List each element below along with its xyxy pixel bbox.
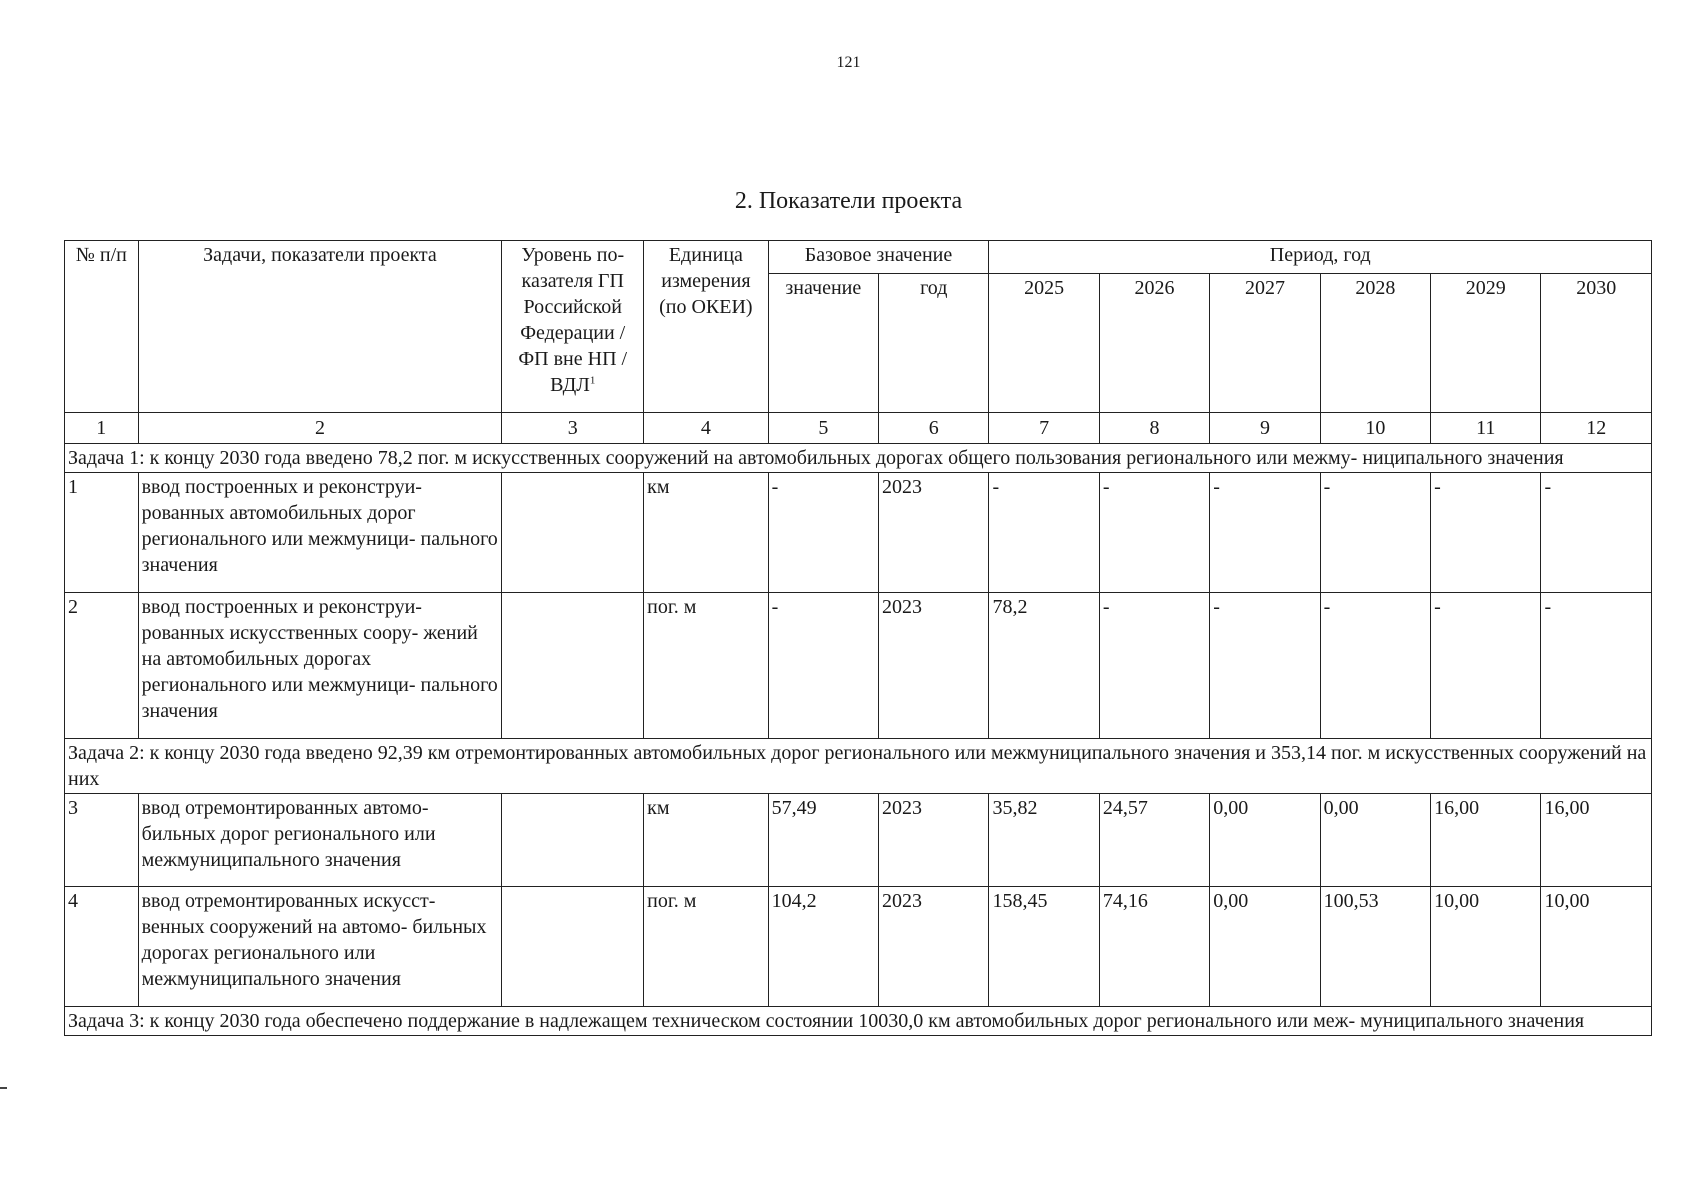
row-value: 10,00 bbox=[1431, 887, 1541, 1007]
row-value: - bbox=[1099, 473, 1209, 593]
row-value: 78,2 bbox=[989, 593, 1099, 739]
row-value: - bbox=[1541, 473, 1652, 593]
table-row bbox=[65, 473, 1652, 593]
row-num: 1 bbox=[65, 473, 139, 593]
row-num: 3 bbox=[65, 794, 139, 887]
column-number: 5 bbox=[768, 413, 878, 444]
row-value: 24,57 bbox=[1099, 794, 1209, 887]
row-level bbox=[502, 593, 644, 739]
column-number: 7 bbox=[989, 413, 1099, 444]
header-year: 2029 bbox=[1431, 274, 1541, 413]
header-base: Базовое значение bbox=[768, 241, 989, 274]
row-unit: пог. м bbox=[644, 593, 768, 739]
row-unit: км bbox=[644, 794, 768, 887]
row-base-year: 2023 bbox=[879, 887, 989, 1007]
header-year: 2028 bbox=[1320, 274, 1430, 413]
page-title: 2. Показатели проекта bbox=[734, 188, 963, 214]
row-base-year: 2023 bbox=[879, 473, 989, 593]
header-row bbox=[65, 241, 1652, 274]
header-year: 2027 bbox=[1210, 274, 1320, 413]
task-text: Задача 1: к концу 2030 года введено 78,2 пог. м искусственных сооружений на автомобильных дорогах общего пользования регионального или межму- ниципального значения bbox=[65, 444, 1652, 473]
row-value: - bbox=[1099, 593, 1209, 739]
column-number: 2 bbox=[138, 413, 502, 444]
column-number: 4 bbox=[644, 413, 768, 444]
header-tasks: Задачи, показатели проекта bbox=[138, 241, 502, 413]
scan-mark bbox=[0, 1087, 7, 1089]
indicators-table bbox=[64, 240, 1652, 1036]
row-num: 4 bbox=[65, 887, 139, 1007]
row-level bbox=[502, 887, 644, 1007]
row-unit: км bbox=[644, 473, 768, 593]
row-level bbox=[502, 794, 644, 887]
task-text: Задача 3: к концу 2030 года обеспечено поддержание в надлежащем техническом состоянии 10030,0 км автомобильных дорог регионального или меж- муниципального значения bbox=[65, 1007, 1652, 1036]
task-text: Задача 2: к концу 2030 года введено 92,39 км отремонтированных автомобильных дорог регионального или межмуниципального значения и 353,14 пог. м искусственных сооружений на них bbox=[65, 739, 1652, 794]
row-value: - bbox=[1320, 593, 1430, 739]
header-year: 2026 bbox=[1099, 274, 1209, 413]
column-number-row bbox=[65, 413, 1652, 444]
column-number: 10 bbox=[1320, 413, 1430, 444]
page-number: 121 bbox=[836, 54, 861, 71]
row-value: - bbox=[989, 473, 1099, 593]
column-number: 12 bbox=[1541, 413, 1652, 444]
row-num: 2 bbox=[65, 593, 139, 739]
header-num: № п/п bbox=[65, 241, 139, 413]
column-number: 9 bbox=[1210, 413, 1320, 444]
row-name: ввод построенных и реконструи- рованных искусственных соору- жений на автомобильных дорогах регионального или межмуници- пального значения bbox=[138, 593, 502, 739]
table-row bbox=[65, 593, 1652, 739]
row-value: 0,00 bbox=[1320, 794, 1430, 887]
row-value: - bbox=[1210, 473, 1320, 593]
row-value: 74,16 bbox=[1099, 887, 1209, 1007]
row-base-value: 57,49 bbox=[768, 794, 878, 887]
row-value: 16,00 bbox=[1431, 794, 1541, 887]
row-value: - bbox=[1431, 473, 1541, 593]
header-year: 2025 bbox=[989, 274, 1099, 413]
row-base-year: 2023 bbox=[879, 794, 989, 887]
row-value: - bbox=[1320, 473, 1430, 593]
table-row bbox=[65, 887, 1652, 1007]
row-value: - bbox=[1210, 593, 1320, 739]
column-number: 6 bbox=[879, 413, 989, 444]
row-level bbox=[502, 473, 644, 593]
header-level: Уровень по- казателя ГП Российской Федерации / ФП вне НП / ВДЛ$^1$ bbox=[502, 241, 644, 413]
row-value: - bbox=[1431, 593, 1541, 739]
header-base-value: значение bbox=[768, 274, 878, 413]
row-unit: пог. м bbox=[644, 887, 768, 1007]
column-number: 8 bbox=[1099, 413, 1209, 444]
row-name: ввод отремонтированных искусст- венных сооружений на автомо- бильных дорогах регионального или межмуниципального значения bbox=[138, 887, 502, 1007]
row-value: 16,00 bbox=[1541, 794, 1652, 887]
task-row bbox=[65, 444, 1652, 473]
row-value: 100,53 bbox=[1320, 887, 1430, 1007]
column-number: 3 bbox=[502, 413, 644, 444]
header-base-year: год bbox=[879, 274, 989, 413]
row-name: ввод отремонтированных автомо- бильных дорог регионального или межмуниципального значения bbox=[138, 794, 502, 887]
row-value: 35,82 bbox=[989, 794, 1099, 887]
row-base-value: 104,2 bbox=[768, 887, 878, 1007]
header-year: 2030 bbox=[1541, 274, 1652, 413]
row-value: 158,45 bbox=[989, 887, 1099, 1007]
table-row bbox=[65, 794, 1652, 887]
row-base-value: - bbox=[768, 473, 878, 593]
header-period: Период, год bbox=[989, 241, 1652, 274]
row-base-year: 2023 bbox=[879, 593, 989, 739]
row-value: - bbox=[1541, 593, 1652, 739]
column-number: 1 bbox=[65, 413, 139, 444]
row-name: ввод построенных и реконструи- рованных автомобильных дорог регионального или межмуници- пального значения bbox=[138, 473, 502, 593]
task-row bbox=[65, 739, 1652, 794]
task-row bbox=[65, 1007, 1652, 1036]
column-number: 11 bbox=[1431, 413, 1541, 444]
row-base-value: - bbox=[768, 593, 878, 739]
header-unit: Единица измерения (по ОКЕИ) bbox=[644, 241, 768, 413]
row-value: 0,00 bbox=[1210, 887, 1320, 1007]
row-value: 0,00 bbox=[1210, 794, 1320, 887]
row-value: 10,00 bbox=[1541, 887, 1652, 1007]
